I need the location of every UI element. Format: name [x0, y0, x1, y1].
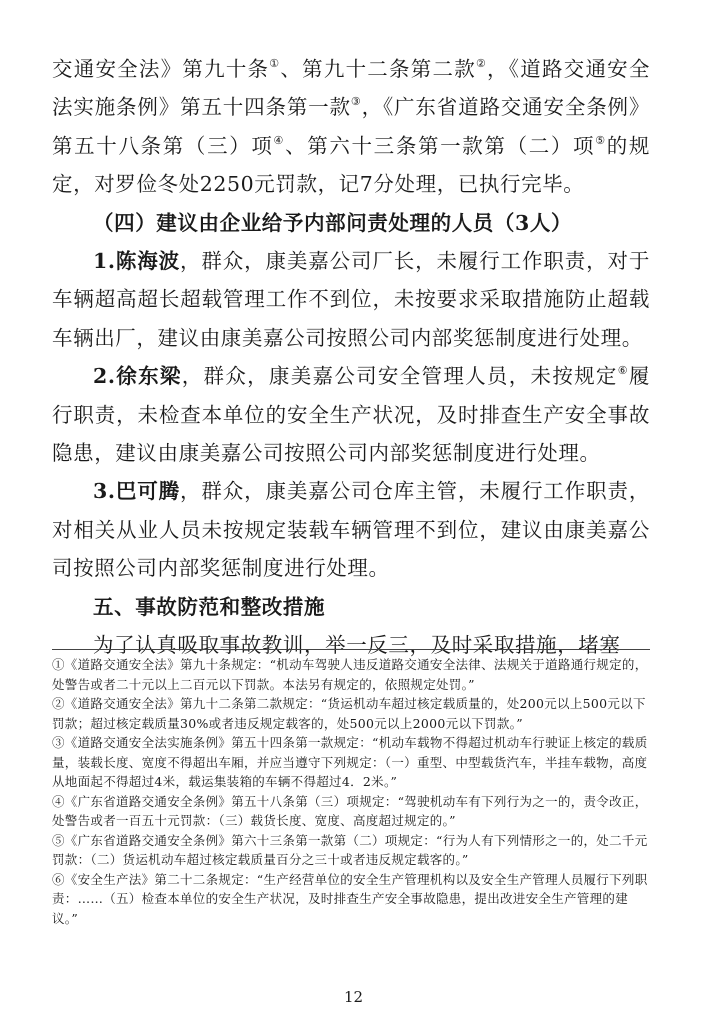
- page-number: 12: [343, 988, 364, 1006]
- paragraph-measures-start: 为了认真吸取事故教训，举一反三，及时采取措施，堵塞: [93, 633, 621, 658]
- footnote-4: ④《广东省道路交通安全条例》第五十八条第（三）项规定：“驾驶机动车有下列行为之一的，责令改正，处警告或者一百五十元罚款：（三）载货长度、宽度、高度超过规定的。”: [52, 793, 648, 828]
- footnote-2: ②《道路交通安全法》第九十二条第二款规定：“货运机动车超过核定载质量的，处200元以上500元以下罚款；超过核定载质量30%或者违反规定载客的，处500元以上2000元以下罚款。”: [52, 696, 646, 731]
- footnote-3: ③《道路交通安全法实施条例》第五十四条第一款规定：“机动车载物不得超过机动车行驶证上核定的载质量，装载长度、宽度不得超出车厢，并应当遵守下列规定：（一）重型、中型载货汽车，半挂车载物，高度从地面起不得超过4米，载运集装箱的车辆不得超过4．2米。”: [52, 735, 648, 789]
- footnote-5: ⑤《广东省道路交通安全条例》第六十三条第一款第（二）项规定：“行为人有下列情形之一的，处二千元罚款：（二）货运机动车超过核定载质量百分之三十或者违反规定载客的。”: [52, 832, 648, 867]
- footnote-ref-6[interactable]: ⑥: [617, 364, 629, 378]
- footnote-ref-4[interactable]: ④: [273, 133, 286, 147]
- main-text: [52, 50, 650, 665]
- heading-internal-accountability: （四）建议由企业给予内部问责处理的人员（3人）: [93, 210, 573, 235]
- footnote-ref-2[interactable]: ②: [475, 57, 488, 70]
- heading-section-5: 五、事故防范和整改措施: [93, 594, 326, 619]
- footnote-ref-1[interactable]: ①: [269, 57, 281, 70]
- footnote-6: ⑥《安全生产法》第二十二条规定：“生产经营单位的安全生产管理机构以及安全生产管理人员履行下列职责：……（五）检查本单位的安全生产状况，及时排查生产安全事故隐患，提出改进安全生产管理的建议。”: [52, 871, 648, 926]
- person-name-3: 3.巴可腾: [93, 479, 181, 504]
- footnote-ref-5[interactable]: ⑤: [595, 133, 607, 147]
- person-name-2: 2.徐东梁: [93, 364, 182, 389]
- paragraph-person-1: 1.陈海波，群众，康美嘉公司厂长，未履行工作职责，对于车辆超高超长超载管理工作不到位，未按要求采取措施防止超载车辆出厂，建议由康美嘉公司按照公司内部奖惩制度进行处理。: [52, 249, 651, 350]
- footnotes: [52, 649, 650, 928]
- person-name-1: 1.陈海波: [93, 249, 181, 274]
- footnote-1: ①《道路交通安全法》第九十条规定：“机动车驾驶人违反道路交通安全法律、法规关于道路通行规定的，处警告或者二十元以上二百元以下罚款。本法另有规定的，依照规定处罚。”: [52, 657, 648, 692]
- footnote-ref-3[interactable]: ③: [350, 95, 362, 109]
- paragraph-person-3: 3.巴可腾，群众，康美嘉公司仓库主管，未履行工作职责，对相关从业人员未按规定装载车辆管理不到位，建议由康美嘉公司按照公司内部奖惩制度进行处理。: [52, 479, 651, 581]
- paragraph-person-2: 2.徐东梁，群众，康美嘉公司安全管理人员，未按规定⑥履行职责，未检查本单位的安全生产状况，及时排查生产安全事故隐患，建议由康美嘉公司按照公司内部奖惩制度进行处理。: [52, 364, 651, 466]
- paragraph-penalty: 交通安全法》第九十条①、第九十二条第二款②，《道路交通安全法实施条例》第五十四条第一款③，《广东省道路交通安全条例》第五十八条第（三）项④、第六十三条第一款第（二）项⑤的规定，对罗俭冬处2250元罚款，记7分处理，已执行完毕。: [52, 57, 650, 197]
